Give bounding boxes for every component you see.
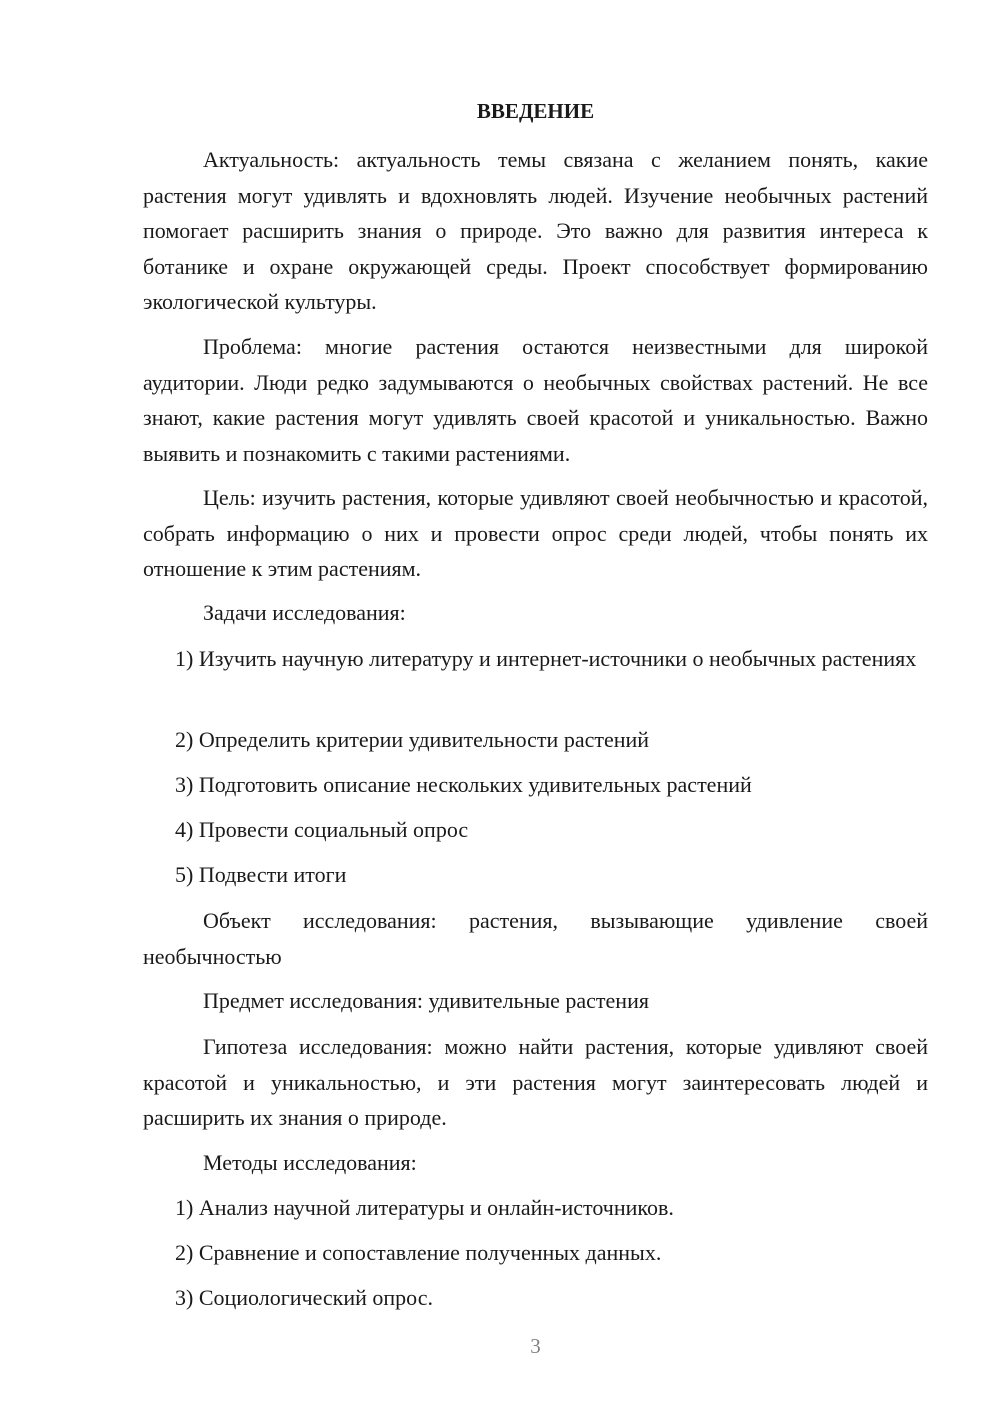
problem-paragraph: Проблема: многие растения остаются неизвестными для широкой аудитории. Люди редко задумываются о необычных свойствах растений. Не все знают, какие растения могут удивлять своей красотой и уникальностью. Важно выявить и познакомить с такими растениями. <box>143 334 928 466</box>
task-item-5: 5) Подвести итоги <box>175 862 347 887</box>
method-item-2: 2) Сравнение и сопоставление полученных данных. <box>175 1240 662 1265</box>
page-number: 3 <box>530 1334 541 1358</box>
tasks-heading: Задачи исследования: <box>203 600 406 625</box>
task-item-3: 3) Подготовить описание нескольких удивительных растений <box>175 772 752 797</box>
subject-paragraph: Предмет исследования: удивительные растения <box>203 988 649 1013</box>
method-item-1: 1) Анализ научной литературы и онлайн-источников. <box>175 1195 674 1220</box>
task-item-1: 1) Изучить научную литературу и интернет-источники о необычных растениях <box>175 646 917 671</box>
task-item-2: 2) Определить критерии удивительности растений <box>175 727 650 752</box>
method-item-3: 3) Социологический опрос. <box>175 1285 433 1310</box>
goal-paragraph: Цель: изучить растения, которые удивляют своей необычностью и красотой, собрать информацию о них и провести опрос среди людей, чтобы понять их отношение к этим растениям. <box>143 485 928 581</box>
object-paragraph: Объект исследования: растения, вызывающие удивление своей необычностью <box>143 908 928 969</box>
task-item-4: 4) Провести социальный опрос <box>175 817 469 842</box>
methods-heading: Методы исследования: <box>203 1150 417 1175</box>
hypothesis-paragraph: Гипотеза исследования: можно найти растения, которые удивляют своей красотой и уникальностью, и эти растения могут заинтересовать людей и расширить их знания о природе. <box>143 1034 928 1130</box>
relevance-paragraph: Актуальность: актуальность темы связана с желанием понять, какие растения могут удивлять и вдохновлять людей. Изучение необычных растений помогает расширить знания о природе. Это важно для развития интереса к ботанике и охране окружающей среды. Проект способствует формированию экологической культуры. <box>143 147 928 314</box>
page-title: ВВЕДЕНИЕ <box>476 99 595 123</box>
document-page <box>143 0 928 1414</box>
